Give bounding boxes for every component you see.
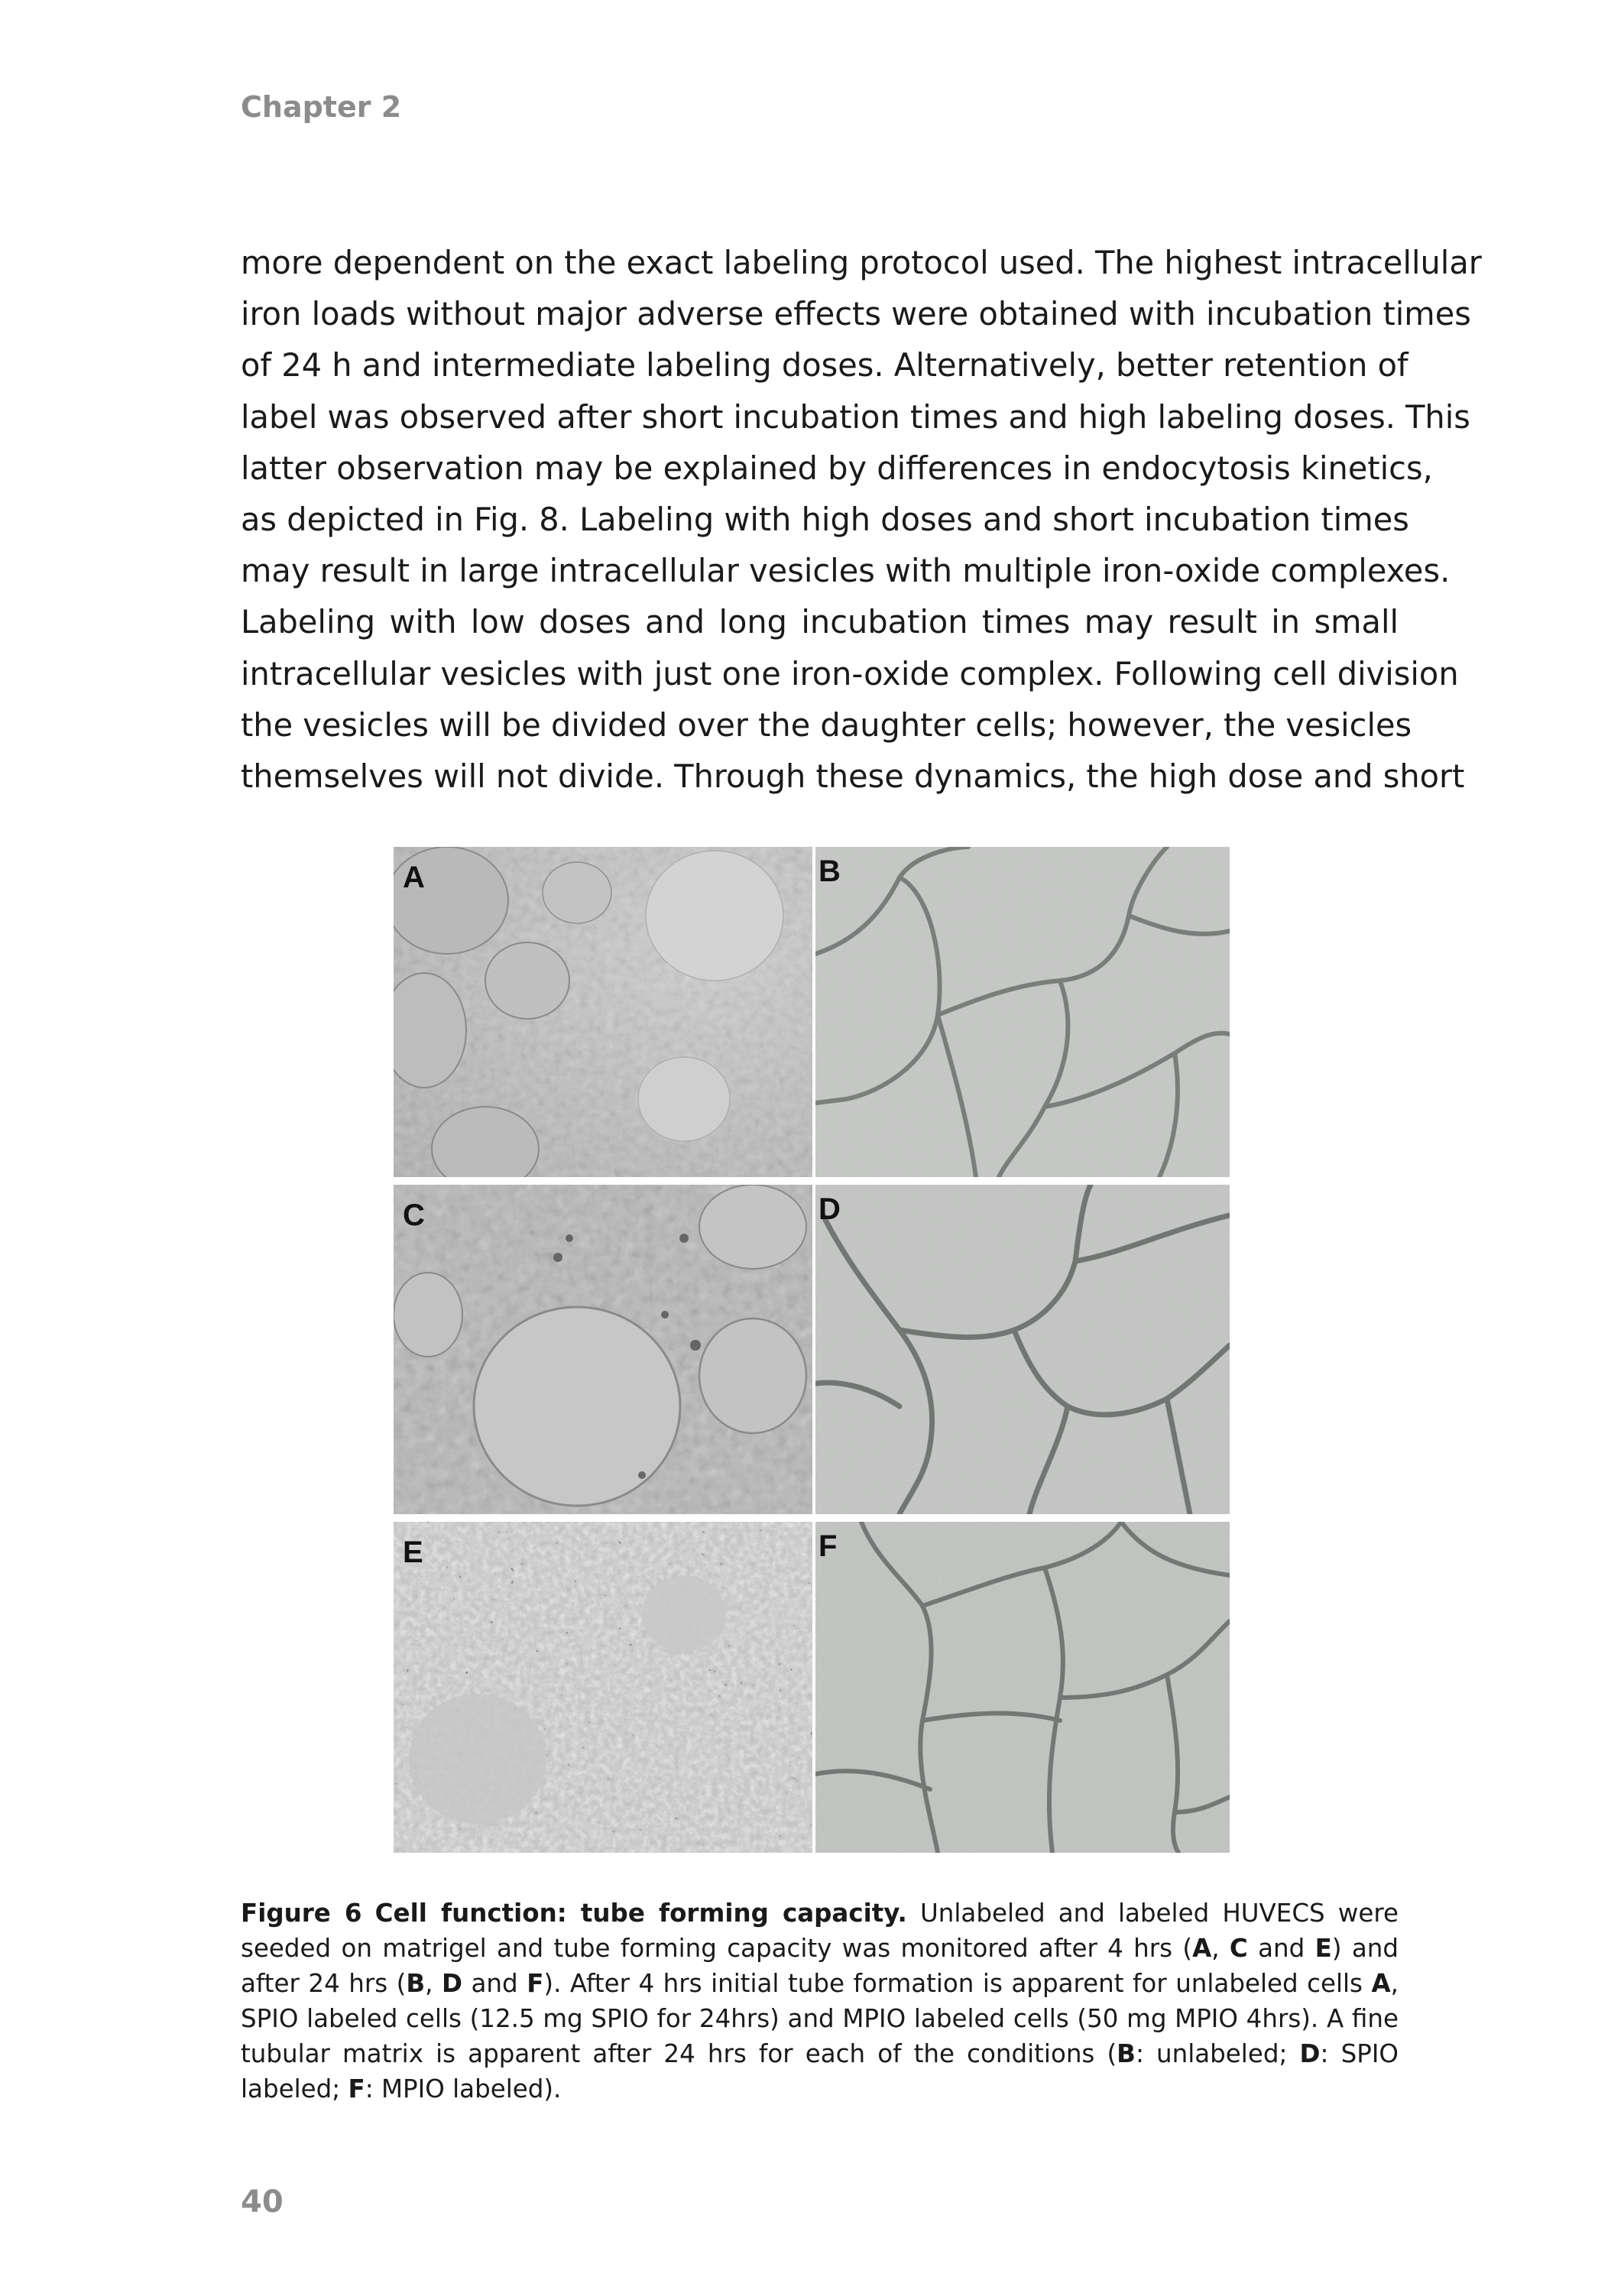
body-line: as depicted in Fig. 8. Labeling with high doses and short incubation times: [241, 501, 1409, 539]
caption-text: and: [462, 1969, 527, 1998]
caption-figure-label: Figure 6: [241, 1899, 362, 1928]
body-line: the vesicles will be divided over the daughter cells; however, the vesicles: [241, 705, 1412, 744]
body-line: of 24 h and intermediate labeling doses. Alternatively, better retention of: [241, 346, 1408, 384]
body-line: Labeling with low doses and long incubation times may result in small: [241, 603, 1399, 641]
running-head: Chapter 2: [241, 90, 402, 124]
body-line: more dependent on the exact labeling protocol used. The highest intracellular: [241, 244, 1482, 281]
caption-text: : unlabeled;: [1135, 2039, 1300, 2068]
caption-text: ,: [1211, 1934, 1230, 1963]
caption-text: : SPIO labeled;: [241, 2039, 1399, 2103]
caption-text: ). After 4 hrs initial tube formation is apparent for unlabeled cells: [543, 1969, 1372, 1998]
panel-c-image: [394, 1185, 812, 1514]
panel-e-image: [394, 1522, 812, 1853]
caption-ref: C: [1229, 1934, 1248, 1963]
panel-f-image: [815, 1522, 1230, 1853]
panel-b-micrograph: [815, 847, 1230, 1177]
caption-ref: F: [527, 1969, 544, 1998]
caption-text: and: [1247, 1934, 1315, 1963]
page-number: 40: [241, 2184, 284, 2220]
panel-c-micrograph: [394, 1185, 812, 1514]
body-paragraph: [241, 237, 1482, 802]
caption-text: Unlabeled and labeled HUVECS were seeded on matrigel and tube forming capacity was monitored after 4 hrs (: [241, 1899, 1399, 1963]
body-line: intracellular vesicles with just one iron-oxide complex. Following cell division: [241, 654, 1459, 692]
figure-6-micrograph-grid: [394, 847, 1230, 1853]
caption-text: ,: [425, 1969, 442, 1998]
panel-label-b: B: [818, 855, 841, 888]
panel-label-e: E: [403, 1536, 423, 1569]
figure-caption: [241, 1896, 1399, 2107]
body-line: themselves will not divide. Through these dynamics, the high dose and short: [241, 757, 1465, 796]
panel-a-micrograph: [394, 847, 812, 1177]
body-line: may result in large intracellular vesicles with multiple iron-oxide complexes.: [241, 552, 1451, 590]
panel-label-f: F: [818, 1529, 838, 1563]
caption-ref: A: [1371, 1969, 1391, 1998]
caption-text: ) and after 24 hrs (: [241, 1934, 1399, 1998]
caption-text: : MPIO labeled).: [365, 2074, 562, 2103]
panel-b-image: [815, 847, 1230, 1177]
panel-e-micrograph: [394, 1522, 812, 1853]
caption-title: Cell function: tube forming capacity.: [374, 1899, 907, 1928]
panel-a-image: [394, 847, 812, 1177]
caption-ref: E: [1314, 1934, 1332, 1963]
panel-label-a: A: [403, 861, 425, 894]
caption-ref: D: [1299, 2039, 1321, 2068]
caption-ref: D: [442, 1969, 462, 1998]
caption-ref: A: [1192, 1934, 1212, 1963]
panel-label-d: D: [818, 1192, 841, 1226]
caption-ref: B: [1117, 2039, 1136, 2068]
caption-ref: F: [348, 2074, 365, 2103]
body-line: label was observed after short incubation times and high labeling doses. This: [241, 397, 1470, 436]
panel-label-c: C: [403, 1198, 425, 1232]
caption-ref: B: [406, 1969, 426, 1998]
panel-d-image: [815, 1185, 1230, 1514]
caption-text: , SPIO labeled cells (12.5 mg SPIO for 24hrs) and MPIO labeled cells (50 mg MPIO 4hrs). A fine tubular matrix is apparent after 24 hrs for each of the conditions (: [241, 1969, 1399, 2068]
body-line: latter observation may be explained by differences in endocytosis kinetics,: [241, 449, 1433, 487]
body-line: iron loads without major adverse effects were obtained with incubation times: [241, 295, 1471, 333]
panel-d-micrograph: [815, 1185, 1230, 1514]
panel-f-micrograph: [815, 1522, 1230, 1853]
